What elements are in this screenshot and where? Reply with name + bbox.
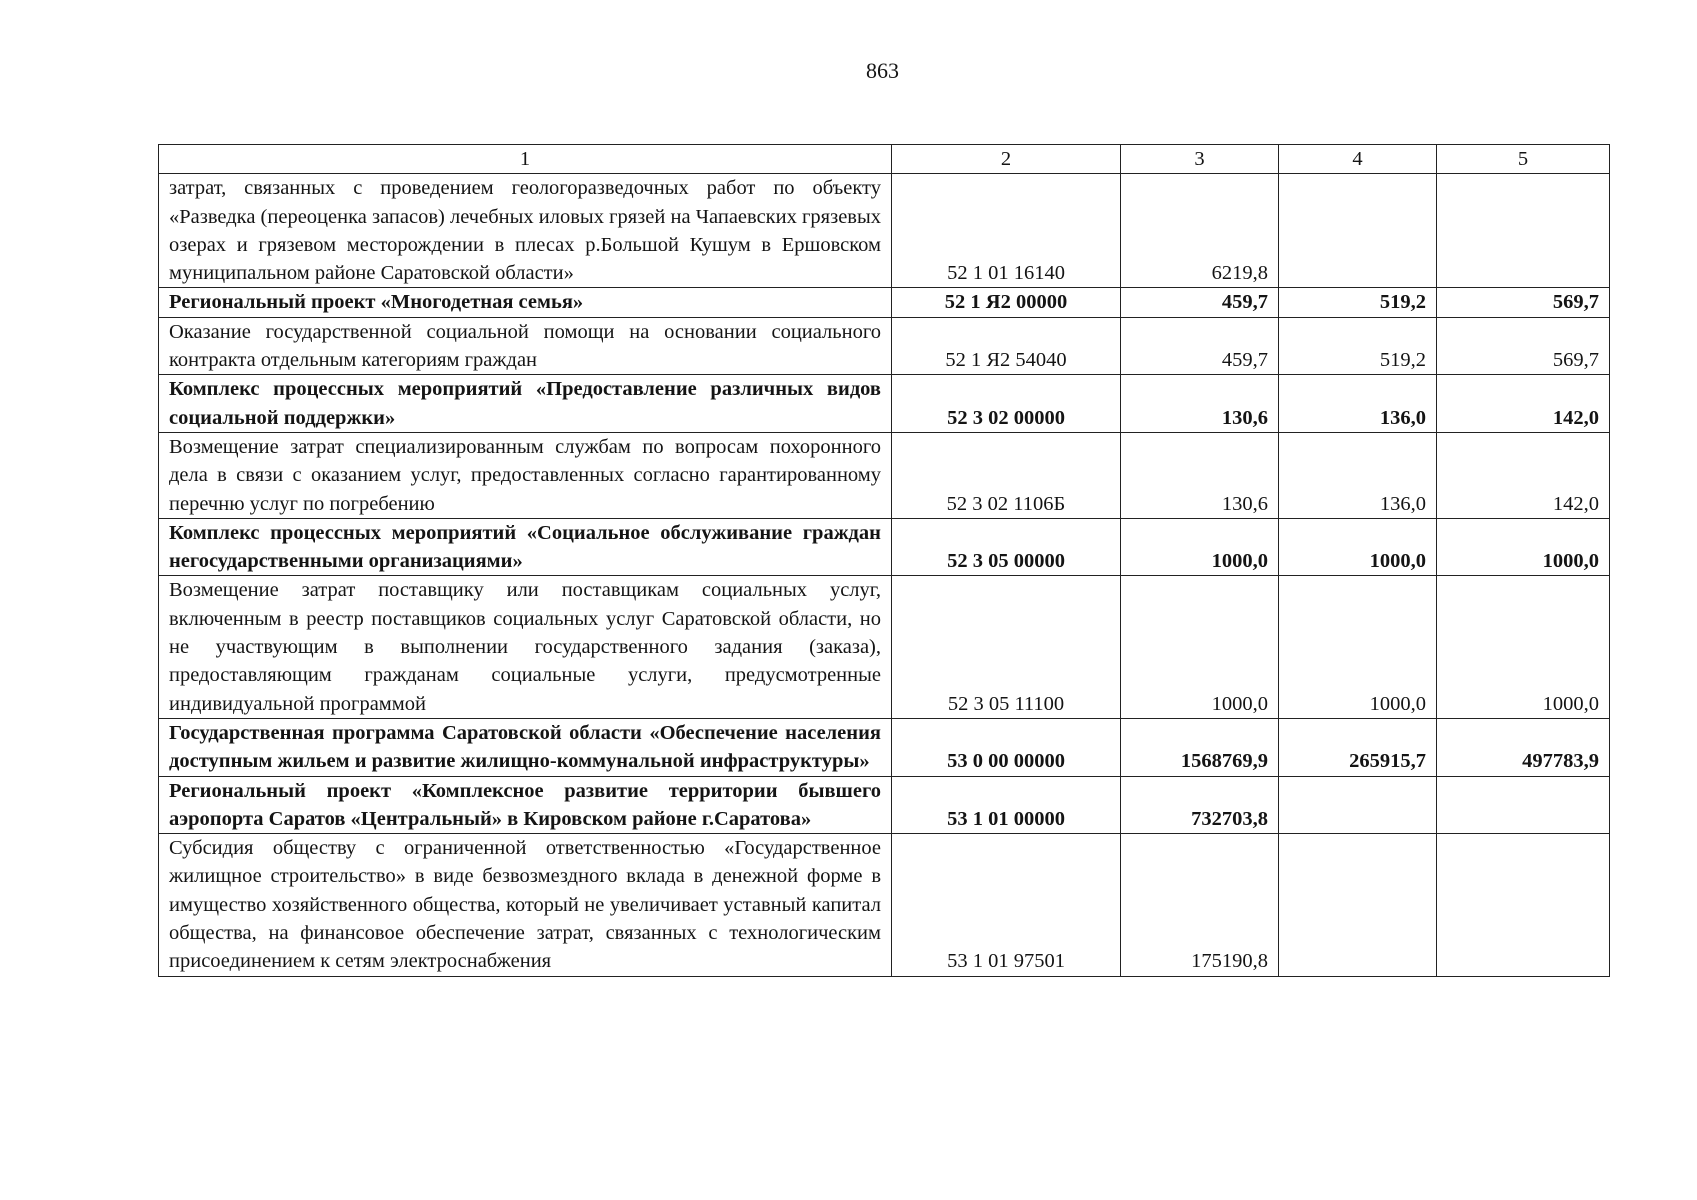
row-budget-code: 52 3 02 00000: [892, 375, 1121, 433]
row-value-col4: 519,2: [1279, 317, 1437, 375]
row-value-col5: 497783,9: [1437, 718, 1610, 776]
table-row: [159, 174, 1610, 288]
table-row: [159, 518, 1610, 576]
column-header-4: 4: [1279, 145, 1437, 174]
table-row: [159, 834, 1610, 976]
column-header-2: 2: [892, 145, 1121, 174]
page-number: 863: [866, 58, 899, 83]
table-row: [159, 375, 1610, 433]
row-value-col4: 136,0: [1279, 432, 1437, 518]
row-value-col3: 1000,0: [1121, 576, 1279, 718]
row-description: Оказание государственной социальной помощи на основании социального контракта отдельным категориям граждан: [159, 317, 892, 375]
row-value-col5: 569,7: [1437, 288, 1610, 317]
row-value-col3: 6219,8: [1121, 174, 1279, 288]
row-budget-code: 52 1 Я2 54040: [892, 317, 1121, 375]
row-budget-code: 53 1 01 00000: [892, 776, 1121, 834]
row-budget-code: 53 1 01 97501: [892, 834, 1121, 976]
row-value-col3: 175190,8: [1121, 834, 1279, 976]
row-description: Региональный проект «Многодетная семья»: [159, 288, 892, 317]
row-value-col3: 459,7: [1121, 317, 1279, 375]
row-value-col5: [1437, 834, 1610, 976]
row-description: Субсидия обществу с ограниченной ответственностью «Государственное жилищное строительство» в виде безвозмездного вклада в денежной форме в имущество хозяйственного общества, который не увеличивает уставный капитал общества, на финансовое обеспечение затрат, связанных с технологическим присоединением к сетям электроснабжения: [159, 834, 892, 976]
row-value-col3: 130,6: [1121, 432, 1279, 518]
row-description: затрат, связанных с проведением геологоразведочных работ по объекту «Разведка (переоценка запасов) лечебных иловых грязей на Чапаевских грязевых озерах и грязевом месторождении в плесах р.Большой Кушум в Ершовском муниципальном районе Саратовской области»: [159, 174, 892, 288]
row-description: Возмещение затрат специализированным службам по вопросам похоронного дела в связи с оказанием услуг, предоставленных согласно гарантированному перечню услуг по погребению: [159, 432, 892, 518]
table-row: [159, 718, 1610, 776]
column-header-1: 1: [159, 145, 892, 174]
row-value-col4: [1279, 834, 1437, 976]
table-row: [159, 432, 1610, 518]
row-value-col3: 1568769,9: [1121, 718, 1279, 776]
column-header-3: 3: [1121, 145, 1279, 174]
row-value-col5: 142,0: [1437, 375, 1610, 433]
row-value-col3: 459,7: [1121, 288, 1279, 317]
row-value-col4: 1000,0: [1279, 576, 1437, 718]
column-header-5: 5: [1437, 145, 1610, 174]
row-description: Комплекс процессных мероприятий «Социальное обслуживание граждан негосударственными организациями»: [159, 518, 892, 576]
row-value-col5: [1437, 174, 1610, 288]
table-body: [159, 174, 1610, 976]
row-value-col3: 1000,0: [1121, 518, 1279, 576]
row-description: Комплекс процессных мероприятий «Предоставление различных видов социальной поддержки»: [159, 375, 892, 433]
budget-table: [158, 144, 1610, 977]
row-value-col3: 130,6: [1121, 375, 1279, 433]
row-budget-code: 52 1 Я2 00000: [892, 288, 1121, 317]
row-value-col5: 1000,0: [1437, 576, 1610, 718]
row-description: Возмещение затрат поставщику или поставщикам социальных услуг, включенным в реестр поставщиков социальных услуг Саратовской области, но не участвующим в выполнении государственного задания (заказа), предоставляющим гражданам социальные услуги, предусмотренные индивидуальной программой: [159, 576, 892, 718]
row-description: Государственная программа Саратовской области «Обеспечение населения доступным жильем и развитие жилищно-коммунальной инфраструктуры»: [159, 718, 892, 776]
column-number-row: [159, 145, 1610, 174]
row-value-col3: 732703,8: [1121, 776, 1279, 834]
row-value-col4: 265915,7: [1279, 718, 1437, 776]
table-row: [159, 576, 1610, 718]
row-value-col5: 569,7: [1437, 317, 1610, 375]
row-value-col4: [1279, 776, 1437, 834]
row-value-col5: 1000,0: [1437, 518, 1610, 576]
row-budget-code: 52 3 02 1106Б: [892, 432, 1121, 518]
row-value-col4: 136,0: [1279, 375, 1437, 433]
row-value-col5: 142,0: [1437, 432, 1610, 518]
row-budget-code: 52 1 01 16140: [892, 174, 1121, 288]
table-row: [159, 776, 1610, 834]
row-value-col4: 519,2: [1279, 288, 1437, 317]
row-value-col4: 1000,0: [1279, 518, 1437, 576]
table-row: [159, 288, 1610, 317]
row-value-col5: [1437, 776, 1610, 834]
row-budget-code: 52 3 05 11100: [892, 576, 1121, 718]
row-budget-code: 52 3 05 00000: [892, 518, 1121, 576]
row-value-col4: [1279, 174, 1437, 288]
table-row: [159, 317, 1610, 375]
row-description: Региональный проект «Комплексное развитие территории бывшего аэропорта Саратов «Центральный» в Кировском районе г.Саратова»: [159, 776, 892, 834]
row-budget-code: 53 0 00 00000: [892, 718, 1121, 776]
